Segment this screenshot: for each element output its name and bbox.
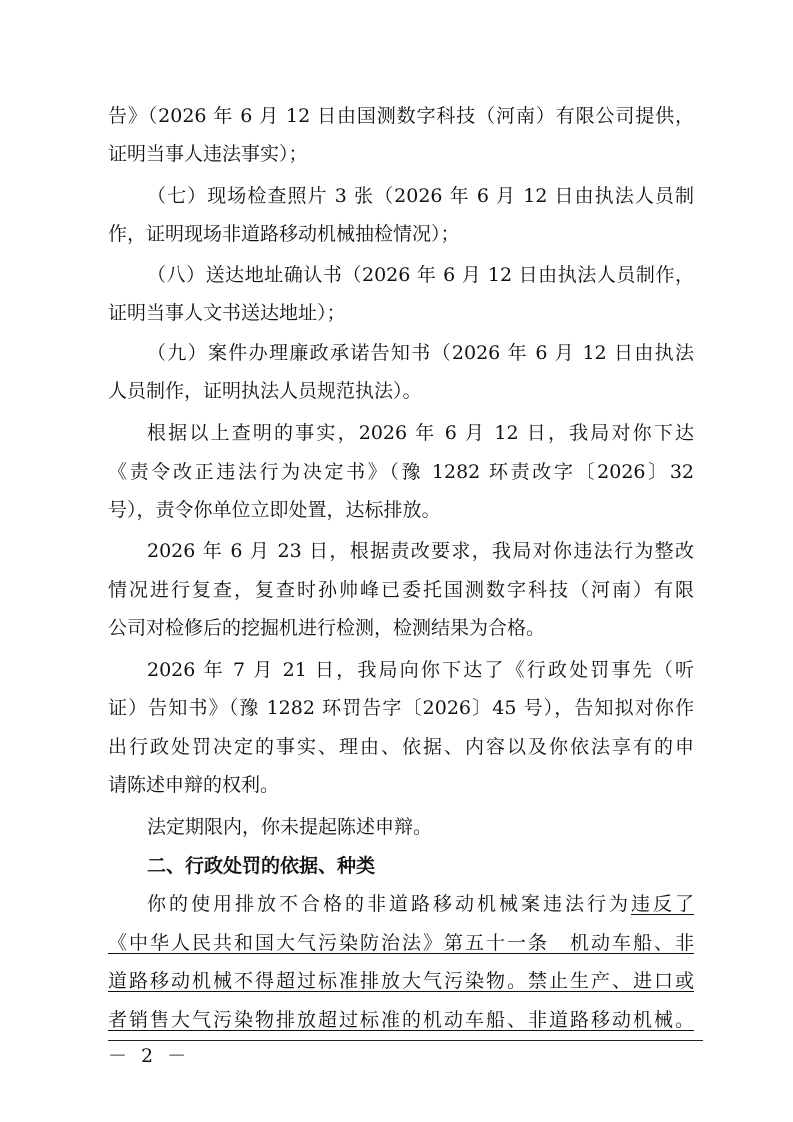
page-number: － 2 －	[108, 1045, 191, 1067]
section-heading: 二、行政处罚的依据、种类	[147, 855, 376, 877]
text-line: 号），责令你单位立即处置，达标排放。	[108, 499, 441, 521]
text-line: （八）送达地址确认书（2026 年 6 月 12 日由执法人员制作，	[147, 264, 694, 286]
text-line: （七）现场检查照片 3 张（2026 年 6 月 12 日由执法人员制	[147, 185, 694, 207]
text-line: 法定期限内，你未提起陈述申辩。	[147, 816, 433, 838]
text-line: 作，证明现场非道路移动机械抽检情况）；	[108, 223, 460, 245]
text-line	[147, 886, 694, 922]
underlined-text: 违反了	[630, 893, 694, 915]
text-line: 证明当事人文书送达地址）；	[108, 302, 346, 324]
text-line: 人员制作，证明执法人员规范执法）。	[108, 380, 422, 402]
text-line: 2026 年 6 月 23 日，根据责改要求，我局对你违法行为整改	[147, 540, 694, 562]
text-line: 出行政处罚决定的事实、理由、依据、内容以及你依法享有的申	[108, 736, 694, 758]
underlined-line: 者销售大气污染物排放超过标准的机动车船、非道路移动机械。	[108, 1009, 694, 1031]
text-line: 2026 年 7 月 21 日，我局向你下达了《行政处罚事先（听	[147, 659, 694, 681]
underlined-line: 道路移动机械不得超过标准排放大气污染物。禁止生产、进口或	[108, 970, 694, 992]
text-line: 请陈述申辩的权利。	[108, 774, 280, 796]
text-line: 告》（2026 年 6 月 12 日由国测数字科技（河南）有限公司提供，	[108, 105, 694, 127]
text-line: 《责令改正违法行为决定书》（豫 1282 环责改字〔2026〕32	[108, 461, 694, 483]
text-line: 公司对检修后的挖掘机进行检测，检测结果为合格。	[108, 617, 546, 639]
text-line: （九）案件办理廉政承诺告知书（2026 年 6 月 12 日由执法	[147, 342, 694, 364]
text-line: 根据以上查明的事实，2026 年 6 月 12 日，我局对你下达	[147, 422, 694, 444]
text-segment: 你的使用排放不合格的非道路移动机械案违法行为	[147, 893, 631, 915]
text-line: 证）告知书》（豫 1282 环罚告字〔2026〕45 号），告知拟对你作	[108, 697, 694, 719]
text-line: 情况进行复查，复查时孙帅峰已委托国测数字科技（河南）有限	[108, 579, 694, 601]
text-line: 证明当事人违法事实）；	[108, 143, 308, 165]
underlined-line: 《中华人民共和国大气污染防治法》第五十一条 机动车船、非	[108, 932, 694, 954]
footer-rule	[108, 1040, 703, 1041]
